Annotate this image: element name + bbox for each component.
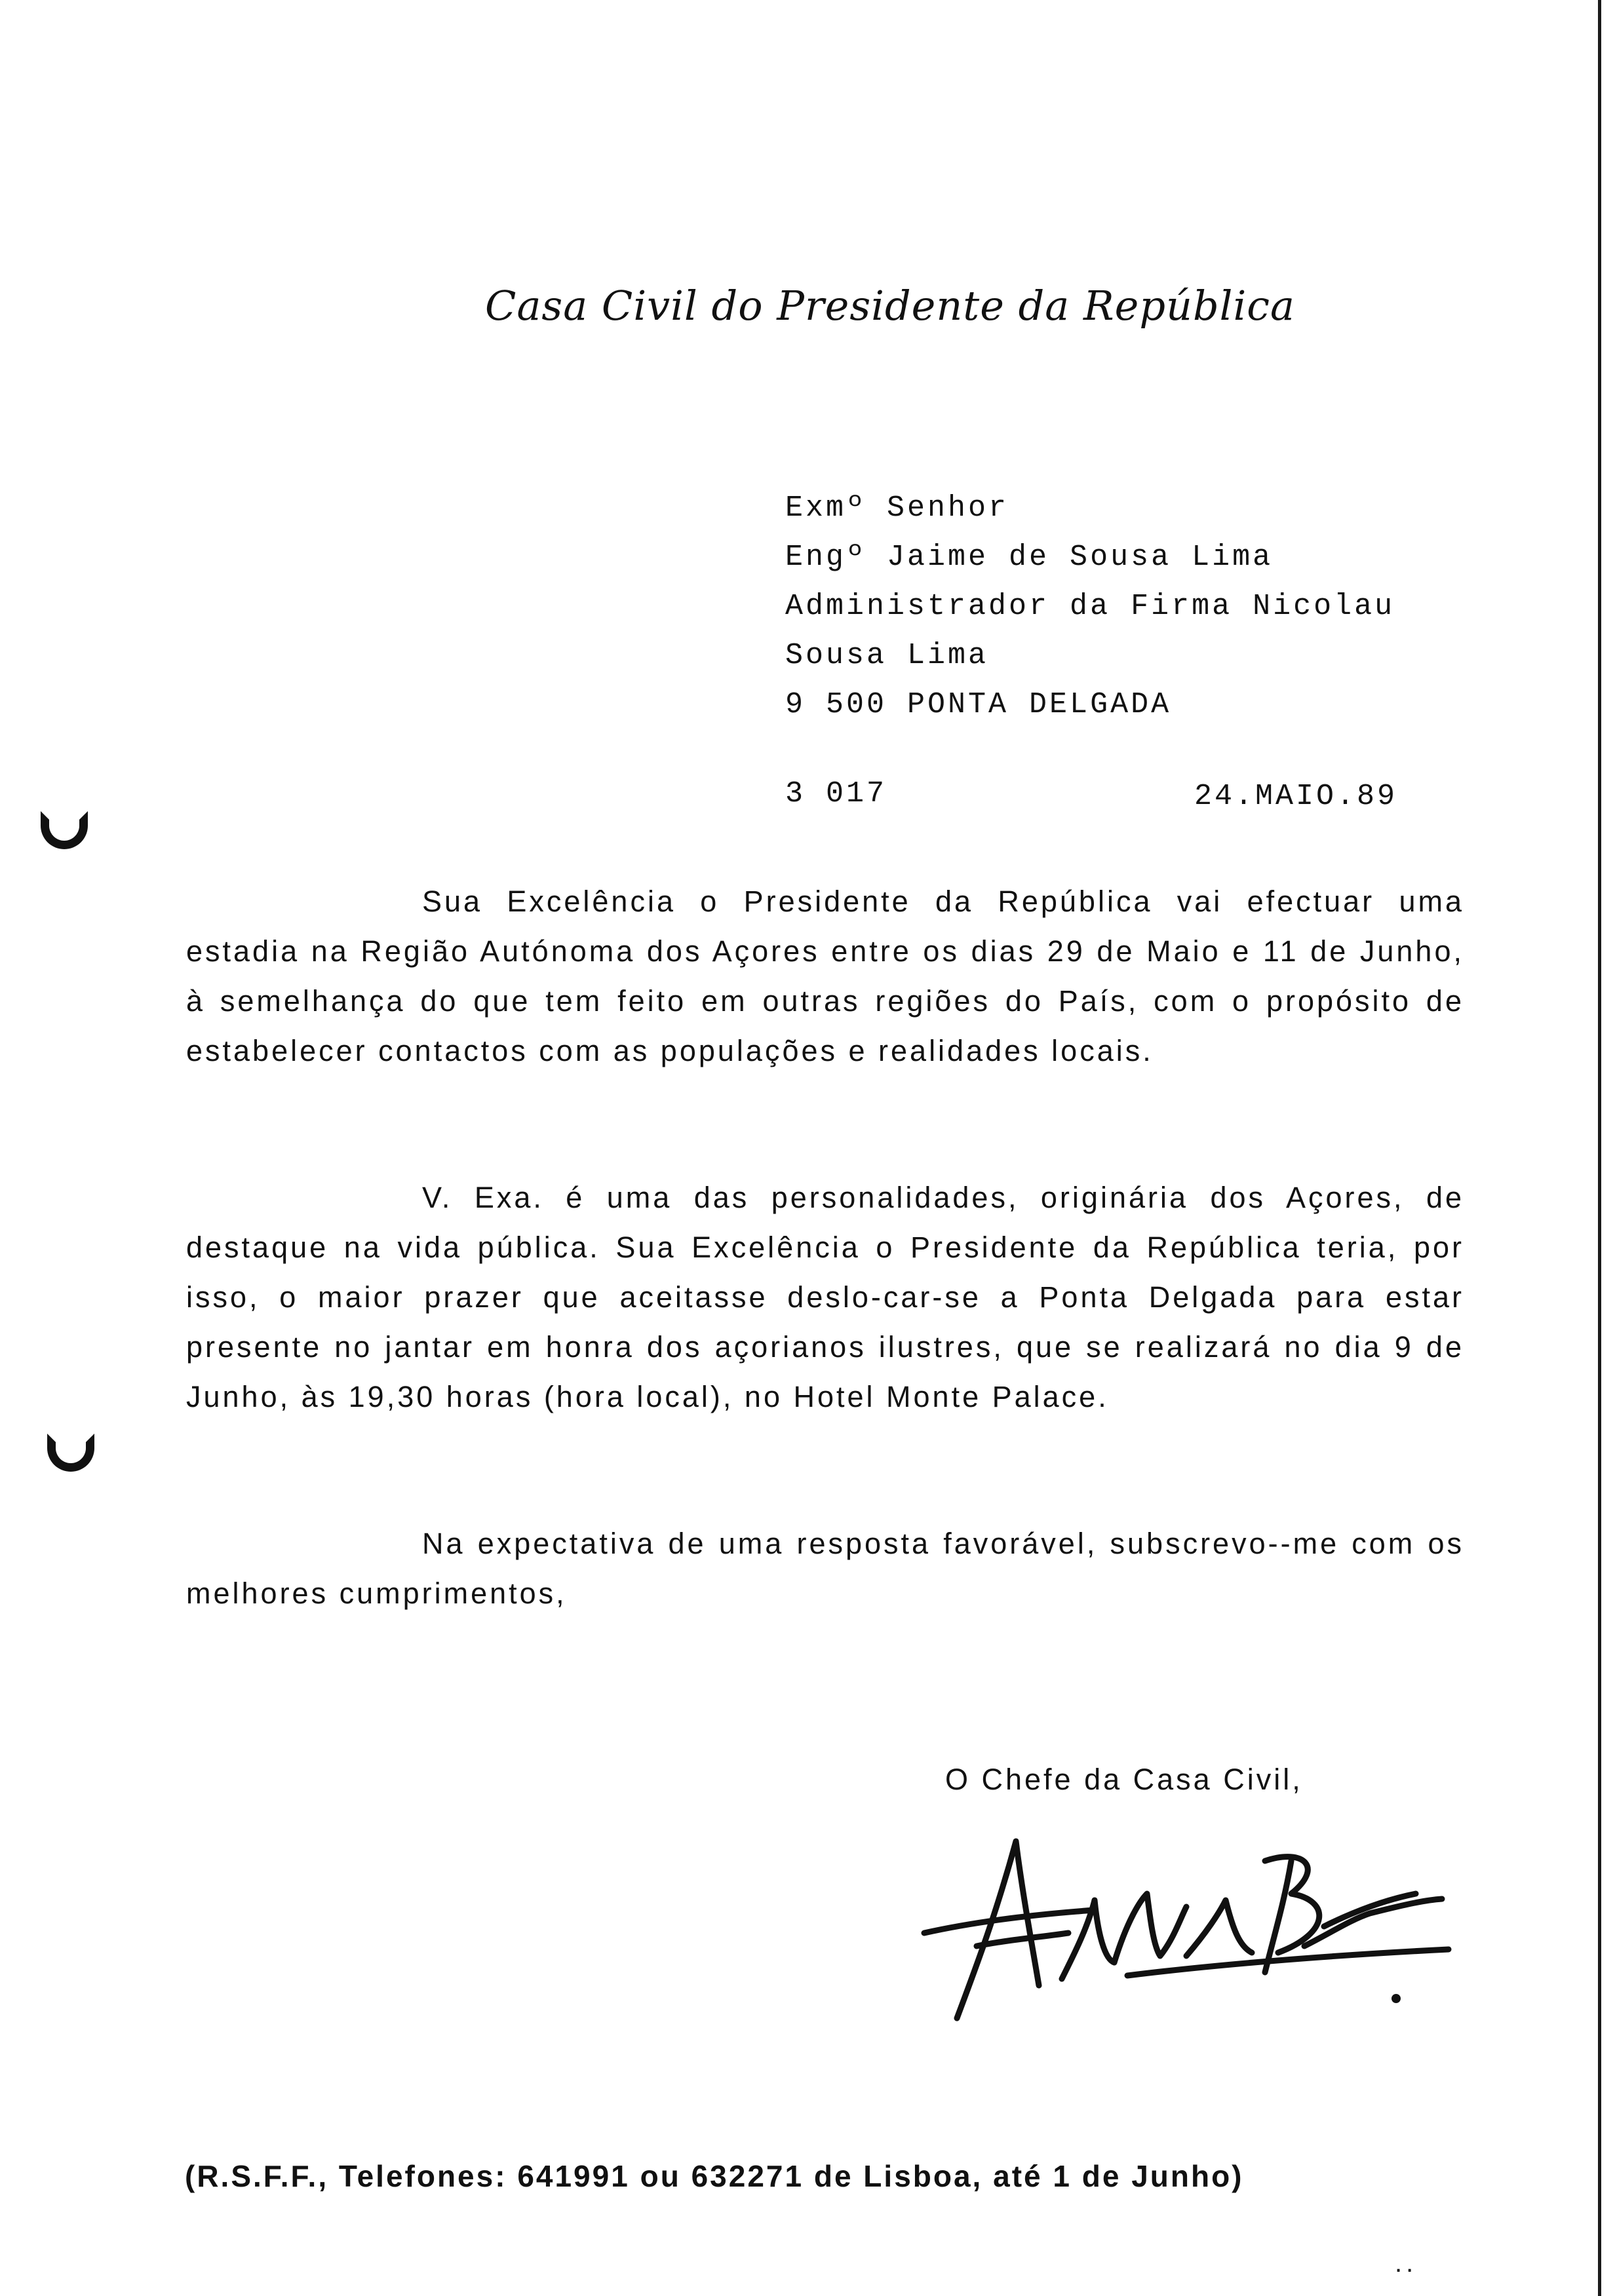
footer-contact: (R.S.F.F., Telefones: 641991 ou 632271 de Lisboa, até 1 de Junho) [185,2159,1244,2193]
signature [898,1822,1462,2038]
paragraph-3-text: Na expectativa de uma resposta favorável, subscrevo--me com os melhores cumprimentos, [186,1527,1464,1610]
paragraph-1-text: Sua Excelência o Presidente da República vai efectuar uma estadia na Região Autónoma dos Açores entre os dias 29 de Maio e 11 de Junho, à semelhança do que tem feito em outras regiões do País, com o propósito de estabelecer contactos com as populações e realidades locais. [186,885,1464,1067]
scan-edge-line [1598,0,1601,2296]
address-line-2: Engº Jaime de Sousa Lima [785,541,1274,574]
address-line-1: Exmº Senhor [785,491,1009,525]
closing-title: O Chefe da Casa Civil, [945,1763,1303,1796]
letter-date: 24.MAIO.89 [1194,780,1398,813]
punch-hole-top [41,811,88,849]
letterhead: Casa Civil do Presidente da República [485,282,1295,330]
page-marks: .. [1395,2249,1418,2278]
punch-hole-bottom [47,1434,94,1472]
paragraph-3 [186,1519,1464,1618]
recipient-address [785,484,1395,729]
address-line-4: Sousa Lima [785,639,989,672]
paragraph-2-text: V. Exa. é uma das personalidades, originária dos Açores, de destaque na vida pública. Sua Excelência o Presidente da República teria, por isso, o maior prazer que aceitasse deslo-car-se a Ponta Delgada para estar presente no jantar em honra dos açorianos ilustres, que se realizará no dia 9 de Junho, às 19,30 horas (hora local), no Hotel Monte Palace. [186,1181,1464,1413]
reference-number: 3 017 [785,777,887,811]
paragraph-2 [186,1173,1464,1422]
paragraph-1 [186,877,1464,1076]
address-line-3: Administrador da Firma Nicolau [785,590,1395,623]
address-line-5: 9 500 PONTA DELGADA [785,688,1172,721]
